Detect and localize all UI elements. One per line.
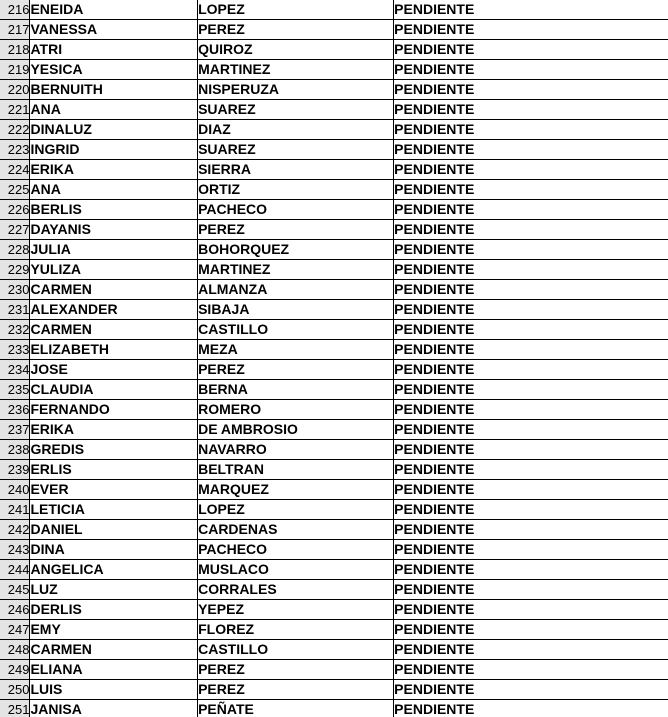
table-row	[0, 20, 668, 40]
cell-last-name[interactable]: MARTINEZ	[198, 60, 394, 80]
cell-status[interactable]: PENDIENTE	[394, 540, 668, 560]
table-row	[0, 40, 668, 60]
table-row	[0, 660, 668, 680]
cell-status[interactable]: PENDIENTE	[394, 280, 668, 300]
cell-first-name[interactable]: ERIKA	[30, 160, 198, 180]
cell-last-name[interactable]: DIAZ	[198, 120, 394, 140]
cell-status[interactable]: PENDIENTE	[394, 60, 668, 80]
cell-last-name[interactable]: CARDENAS	[198, 520, 394, 540]
cell-status[interactable]: PENDIENTE	[394, 460, 668, 480]
table-row	[0, 220, 668, 240]
table-row	[0, 620, 668, 640]
cell-status[interactable]: PENDIENTE	[394, 660, 668, 680]
cell-status[interactable]: PENDIENTE	[394, 260, 668, 280]
cell-status[interactable]: PENDIENTE	[394, 640, 668, 660]
table-row	[0, 440, 668, 460]
cell-first-name[interactable]: YESICA	[30, 60, 198, 80]
table-row	[0, 600, 668, 620]
cell-first-name[interactable]: FERNANDO	[30, 400, 198, 420]
cell-last-name[interactable]: BERNA	[198, 380, 394, 400]
table-row	[0, 460, 668, 480]
cell-last-name[interactable]: NAVARRO	[198, 440, 394, 460]
row-header[interactable]: 244	[0, 560, 30, 580]
cell-last-name[interactable]: PEREZ	[198, 220, 394, 240]
cell-status[interactable]: PENDIENTE	[394, 100, 668, 120]
row-header[interactable]: 228	[0, 240, 30, 260]
cell-last-name[interactable]: SIBAJA	[198, 300, 394, 320]
row-header[interactable]: 224	[0, 160, 30, 180]
cell-status[interactable]: PENDIENTE	[394, 620, 668, 640]
cell-last-name[interactable]: PEÑATE	[198, 700, 394, 717]
row-header[interactable]: 238	[0, 440, 30, 460]
cell-status[interactable]: PENDIENTE	[394, 300, 668, 320]
table-row	[0, 240, 668, 260]
cell-last-name[interactable]: PEREZ	[198, 360, 394, 380]
cell-status[interactable]: PENDIENTE	[394, 400, 668, 420]
cell-last-name[interactable]: ROMERO	[198, 400, 394, 420]
table-row	[0, 160, 668, 180]
cell-first-name[interactable]: CARMEN	[30, 640, 198, 660]
cell-first-name[interactable]: LUZ	[30, 580, 198, 600]
table-row	[0, 360, 668, 380]
row-header[interactable]: 239	[0, 460, 30, 480]
cell-status[interactable]: PENDIENTE	[394, 160, 668, 180]
cell-last-name[interactable]: SIERRA	[198, 160, 394, 180]
cell-status[interactable]: PENDIENTE	[394, 560, 668, 580]
cell-first-name[interactable]: ATRI	[30, 40, 198, 60]
table-row	[0, 580, 668, 600]
table-row	[0, 320, 668, 340]
row-header[interactable]: 226	[0, 200, 30, 220]
row-header[interactable]: 249	[0, 660, 30, 680]
cell-status[interactable]: PENDIENTE	[394, 180, 668, 200]
cell-first-name[interactable]: CLAUDIA	[30, 380, 198, 400]
cell-status[interactable]: PENDIENTE	[394, 200, 668, 220]
cell-last-name[interactable]: CASTILLO	[198, 640, 394, 660]
cell-first-name[interactable]: BERNUITH	[30, 80, 198, 100]
cell-first-name[interactable]: LUIS	[30, 680, 198, 700]
cell-first-name[interactable]: JOSE	[30, 360, 198, 380]
cell-last-name[interactable]: SUAREZ	[198, 140, 394, 160]
row-header[interactable]: 245	[0, 580, 30, 600]
cell-last-name[interactable]: DE AMBROSIO	[198, 420, 394, 440]
cell-last-name[interactable]: MARQUEZ	[198, 480, 394, 500]
table-row	[0, 340, 668, 360]
row-header[interactable]: 248	[0, 640, 30, 660]
cell-first-name[interactable]: ALEXANDER	[30, 300, 198, 320]
table-row	[0, 560, 668, 580]
cell-first-name[interactable]: CARMEN	[30, 320, 198, 340]
table-row	[0, 0, 668, 20]
row-header[interactable]: 217	[0, 20, 30, 40]
cell-status[interactable]: PENDIENTE	[394, 700, 668, 717]
cell-first-name[interactable]: DAYANIS	[30, 220, 198, 240]
row-header[interactable]: 223	[0, 140, 30, 160]
cell-last-name[interactable]: PEREZ	[198, 20, 394, 40]
table-row	[0, 260, 668, 280]
cell-first-name[interactable]: ERIKA	[30, 420, 198, 440]
cell-status[interactable]: PENDIENTE	[394, 380, 668, 400]
row-header[interactable]: 230	[0, 280, 30, 300]
row-header[interactable]: 251	[0, 700, 30, 717]
cell-first-name[interactable]: DINALUZ	[30, 120, 198, 140]
cell-first-name[interactable]: BERLIS	[30, 200, 198, 220]
cell-last-name[interactable]: LOPEZ	[198, 0, 394, 20]
row-header[interactable]: 232	[0, 320, 30, 340]
table-row	[0, 60, 668, 80]
cell-status[interactable]: PENDIENTE	[394, 320, 668, 340]
cell-status[interactable]: PENDIENTE	[394, 500, 668, 520]
row-header[interactable]: 237	[0, 420, 30, 440]
row-header[interactable]: 250	[0, 680, 30, 700]
table-row	[0, 180, 668, 200]
cell-last-name[interactable]: ALMANZA	[198, 280, 394, 300]
cell-first-name[interactable]: ELIANA	[30, 660, 198, 680]
cell-status[interactable]: PENDIENTE	[394, 580, 668, 600]
cell-status[interactable]: PENDIENTE	[394, 40, 668, 60]
row-header[interactable]: 240	[0, 480, 30, 500]
cell-status[interactable]: PENDIENTE	[394, 420, 668, 440]
cell-status[interactable]: PENDIENTE	[394, 220, 668, 240]
cell-first-name[interactable]: DANIEL	[30, 520, 198, 540]
table-row	[0, 380, 668, 400]
row-header[interactable]: 219	[0, 60, 30, 80]
cell-first-name[interactable]: ANA	[30, 100, 198, 120]
table-row	[0, 100, 668, 120]
cell-status[interactable]: PENDIENTE	[394, 520, 668, 540]
row-header[interactable]: 216	[0, 0, 30, 20]
cell-last-name[interactable]: FLOREZ	[198, 620, 394, 640]
table-row	[0, 700, 668, 717]
cell-last-name[interactable]: NISPERUZA	[198, 80, 394, 100]
cell-first-name[interactable]: ENEIDA	[30, 0, 198, 20]
cell-first-name[interactable]: JANISA	[30, 700, 198, 717]
cell-last-name[interactable]: MEZA	[198, 340, 394, 360]
table-row	[0, 300, 668, 320]
row-header[interactable]: 233	[0, 340, 30, 360]
cell-last-name[interactable]: YEPEZ	[198, 600, 394, 620]
table-row	[0, 400, 668, 420]
row-header[interactable]: 246	[0, 600, 30, 620]
row-header[interactable]: 236	[0, 400, 30, 420]
table-row	[0, 500, 668, 520]
table-row	[0, 120, 668, 140]
row-header[interactable]: 247	[0, 620, 30, 640]
cell-first-name[interactable]: VANESSA	[30, 20, 198, 40]
table-row	[0, 640, 668, 660]
cell-status[interactable]: PENDIENTE	[394, 80, 668, 100]
table-row	[0, 420, 668, 440]
cell-status[interactable]: PENDIENTE	[394, 360, 668, 380]
cell-last-name[interactable]: QUIROZ	[198, 40, 394, 60]
row-header[interactable]: 243	[0, 540, 30, 560]
cell-status[interactable]: PENDIENTE	[394, 480, 668, 500]
cell-first-name[interactable]: ANGELICA	[30, 560, 198, 580]
cell-status[interactable]: PENDIENTE	[394, 600, 668, 620]
row-header[interactable]: 231	[0, 300, 30, 320]
cell-first-name[interactable]: GREDIS	[30, 440, 198, 460]
table-row	[0, 540, 668, 560]
cell-last-name[interactable]: PEREZ	[198, 660, 394, 680]
row-header[interactable]: 229	[0, 260, 30, 280]
table-row	[0, 480, 668, 500]
cell-status[interactable]: PENDIENTE	[394, 440, 668, 460]
cell-first-name[interactable]: EMY	[30, 620, 198, 640]
row-header[interactable]: 242	[0, 520, 30, 540]
cell-first-name[interactable]: CARMEN	[30, 280, 198, 300]
row-header[interactable]: 234	[0, 360, 30, 380]
cell-status[interactable]: PENDIENTE	[394, 240, 668, 260]
row-header[interactable]: 220	[0, 80, 30, 100]
cell-last-name[interactable]: CORRALES	[198, 580, 394, 600]
table-row	[0, 200, 668, 220]
cell-last-name[interactable]: ORTIZ	[198, 180, 394, 200]
cell-status[interactable]: PENDIENTE	[394, 680, 668, 700]
cell-first-name[interactable]: EVER	[30, 480, 198, 500]
row-header[interactable]: 225	[0, 180, 30, 200]
cell-status[interactable]: PENDIENTE	[394, 140, 668, 160]
table-row	[0, 680, 668, 700]
cell-first-name[interactable]: ELIZABETH	[30, 340, 198, 360]
cell-status[interactable]: PENDIENTE	[394, 20, 668, 40]
cell-first-name[interactable]: INGRID	[30, 140, 198, 160]
cell-last-name[interactable]: BOHORQUEZ	[198, 240, 394, 260]
table-row	[0, 80, 668, 100]
row-header[interactable]: 241	[0, 500, 30, 520]
cell-first-name[interactable]: DINA	[30, 540, 198, 560]
cell-first-name[interactable]: ANA	[30, 180, 198, 200]
table-row	[0, 520, 668, 540]
cell-last-name[interactable]: LOPEZ	[198, 500, 394, 520]
row-header[interactable]: 218	[0, 40, 30, 60]
cell-status[interactable]: PENDIENTE	[394, 0, 668, 20]
cell-status[interactable]: PENDIENTE	[394, 120, 668, 140]
cell-last-name[interactable]: PACHECO	[198, 540, 394, 560]
cell-first-name[interactable]: YULIZA	[30, 260, 198, 280]
cell-first-name[interactable]: LETICIA	[30, 500, 198, 520]
cell-last-name[interactable]: MARTINEZ	[198, 260, 394, 280]
cell-status[interactable]: PENDIENTE	[394, 340, 668, 360]
cell-last-name[interactable]: PACHECO	[198, 200, 394, 220]
cell-first-name[interactable]: JULIA	[30, 240, 198, 260]
table-row	[0, 280, 668, 300]
cell-last-name[interactable]: PEREZ	[198, 680, 394, 700]
cell-last-name[interactable]: SUAREZ	[198, 100, 394, 120]
table-row	[0, 140, 668, 160]
cell-first-name[interactable]: DERLIS	[30, 600, 198, 620]
cell-first-name[interactable]: ERLIS	[30, 460, 198, 480]
row-header[interactable]: 222	[0, 120, 30, 140]
cell-last-name[interactable]: BELTRAN	[198, 460, 394, 480]
row-header[interactable]: 221	[0, 100, 30, 120]
cell-last-name[interactable]: CASTILLO	[198, 320, 394, 340]
row-header[interactable]: 235	[0, 380, 30, 400]
cell-last-name[interactable]: MUSLACO	[198, 560, 394, 580]
row-header[interactable]: 227	[0, 220, 30, 240]
